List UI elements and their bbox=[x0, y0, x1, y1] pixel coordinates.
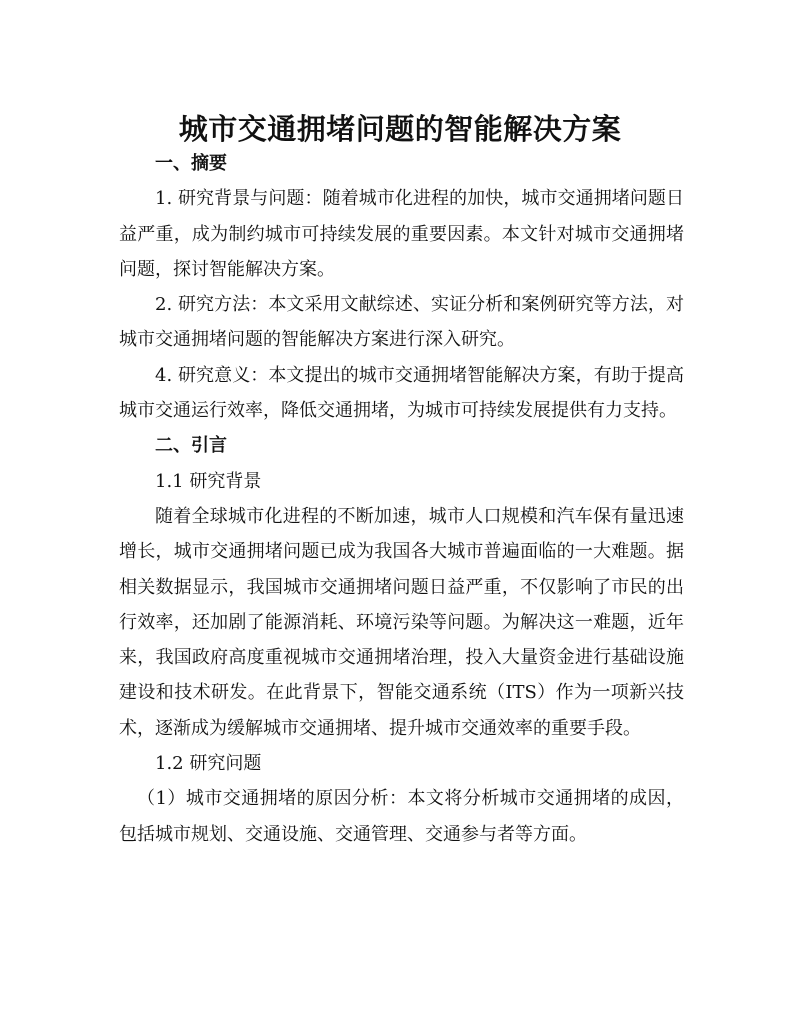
subsection-heading-questions: 1.2 研究问题 bbox=[155, 753, 262, 775]
document-title: 城市交通拥堵问题的智能解决方案 bbox=[178, 112, 622, 147]
abstract-paragraph-method: 2. 研究方法：本文采用文献综述、实证分析和案例研究等方法，对城市交通拥堵问题的智能解决方案进行深入研究。 bbox=[119, 294, 684, 351]
section-heading-introduction: 二、引言 bbox=[155, 435, 227, 457]
abstract-paragraph-background: 1. 研究背景与问题：随着城市化进程的加快，城市交通拥堵问题日益严重，成为制约城市可持续发展的重要因素。本文针对城市交通拥堵问题，探讨智能解决方案。 bbox=[119, 188, 684, 280]
section-heading-abstract: 一、摘要 bbox=[155, 153, 227, 174]
abstract-paragraph-significance: 4. 研究意义：本文提出的城市交通拥堵智能解决方案，有助于提高城市交通运行效率，降低交通拥堵，为城市可持续发展提供有力支持。 bbox=[119, 364, 684, 422]
subsection-heading-background: 1.1 研究背景 bbox=[155, 470, 262, 492]
background-paragraph: 随着全球城市化进程的不断加速，城市人口规模和汽车保有量迅速增长，城市交通拥堵问题已成为我国各大城市普遍面临的一大难题。据相关数据显示，我国城市交通拥堵问题日益严重，不仅影响了市民的出行效率，还加剧了能源消耗、环境污染等问题。为解决这一难题，近年来，我国政府高度重视城市交通拥堵治理，投入大量资金进行基础设施建设和技术研发。在此背景下，智能交通系统（ITS）作为一项新兴技术，逐渐成为缓解城市交通拥堵、提升城市交通效率的重要手段。 bbox=[119, 505, 684, 739]
question-item-1: （1）城市交通拥堵的原因分析：本文将分析城市交通拥堵的成因，包括城市规划、交通设施、交通管理、交通参与者等方面。 bbox=[119, 788, 684, 845]
document-body bbox=[119, 146, 684, 852]
